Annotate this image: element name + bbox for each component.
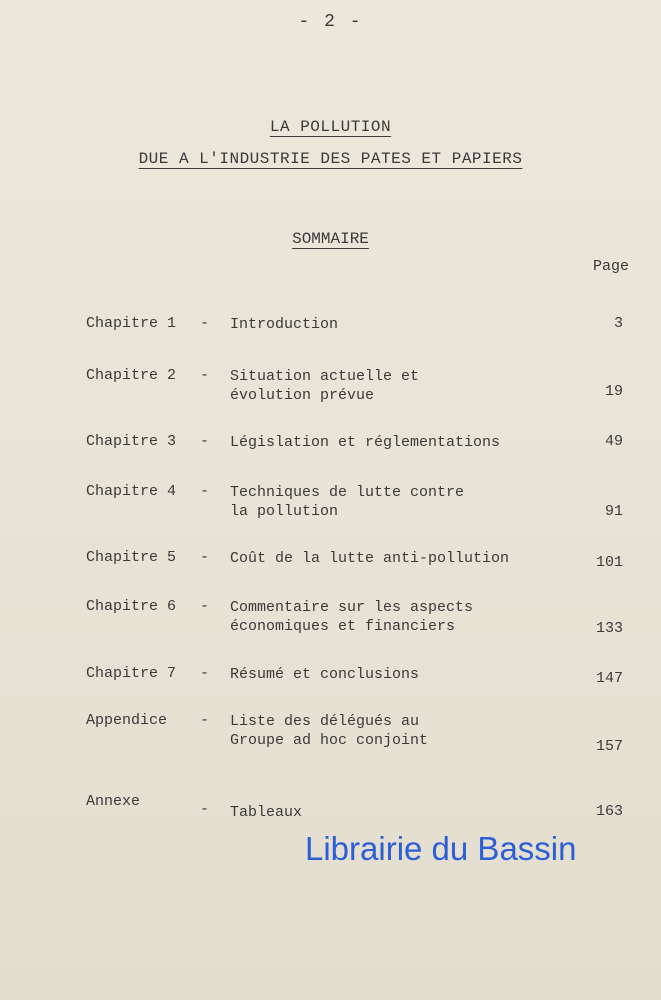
table-of-contents-heading: SOMMAIRE	[292, 230, 369, 248]
toc-separator: -	[200, 712, 210, 729]
toc-description: Législation et réglementations	[230, 434, 501, 451]
toc-chapter-label: Annexe	[86, 793, 141, 810]
toc-page-number: 133	[595, 620, 623, 637]
toc-chapter-label: Chapitre 1	[86, 315, 177, 332]
toc-description: Coût de la lutte anti-pollution	[230, 550, 510, 567]
toc-page-number: 3	[613, 315, 623, 332]
document-title-line-2: DUE A L'INDUSTRIE DES PATES ET PAPIERS	[138, 150, 523, 168]
toc-separator: -	[200, 315, 210, 332]
toc-separator: -	[200, 433, 210, 450]
toc-description: Situation actuelle et évolution prévue	[230, 368, 420, 404]
toc-page-number: 157	[595, 738, 623, 755]
toc-separator: -	[200, 598, 210, 615]
toc-separator: -	[200, 483, 210, 500]
toc-description: Techniques de lutte contre la pollution	[230, 484, 465, 520]
toc-page-number: 163	[595, 803, 623, 820]
toc-page-number: 101	[595, 554, 623, 571]
toc-description: Tableaux	[230, 804, 303, 821]
toc-page-number: 147	[595, 670, 623, 687]
toc-description: Résumé et conclusions	[230, 666, 420, 683]
toc-separator: -	[200, 549, 210, 566]
toc-separator: -	[200, 665, 210, 682]
toc-chapter-label: Chapitre 4	[86, 483, 177, 500]
toc-chapter-label: Chapitre 3	[86, 433, 177, 450]
toc-description: Introduction	[230, 316, 339, 333]
toc-separator: -	[200, 367, 210, 384]
watermark-text: Librairie du Bassin	[305, 830, 577, 867]
toc-separator: -	[200, 801, 210, 818]
toc-chapter-label: Chapitre 7	[86, 665, 177, 682]
toc-page-number: 49	[604, 433, 623, 450]
toc-page-number: 91	[604, 503, 623, 520]
toc-chapter-label: Chapitre 5	[86, 549, 177, 566]
toc-description: Liste des délégués au Groupe ad hoc conjoint	[230, 713, 429, 749]
page-number: - 2 -	[298, 12, 363, 32]
toc-chapter-label: Chapitre 2	[86, 367, 177, 384]
toc-chapter-label: Chapitre 6	[86, 598, 177, 615]
toc-description: Commentaire sur les aspects économiques et financiers	[230, 599, 474, 635]
toc-chapter-label: Appendice	[86, 712, 168, 729]
document-title-line-1: LA POLLUTION	[269, 118, 392, 136]
toc-page-number: 19	[604, 383, 623, 400]
page-column-header: Page	[592, 258, 629, 275]
